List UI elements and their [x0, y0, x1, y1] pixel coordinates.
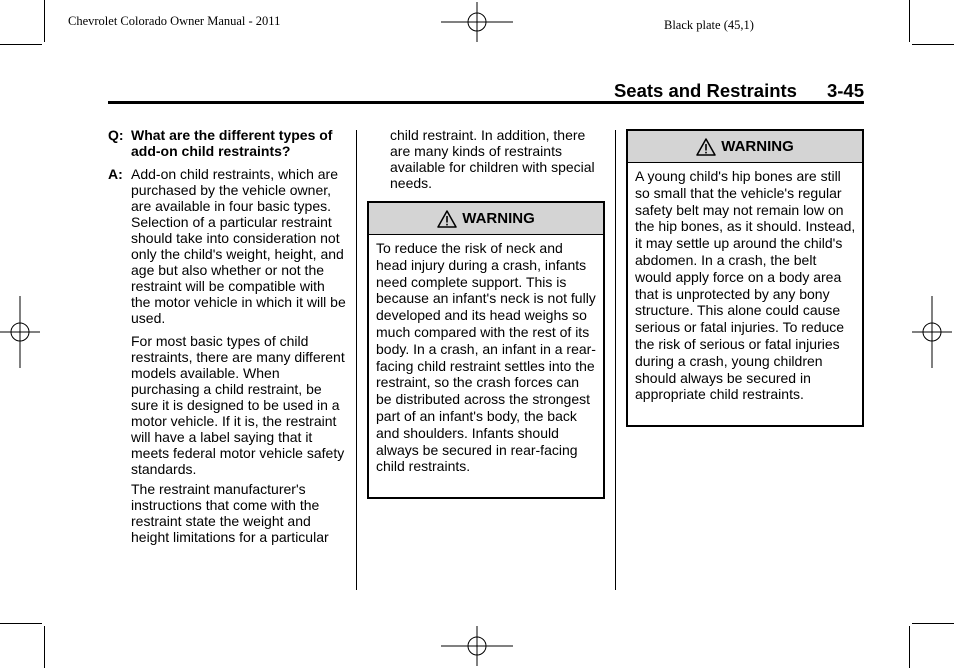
crop-mark-top-left-vertical [44, 0, 45, 42]
question-label: Q: [108, 127, 124, 143]
section-title: Seats and Restraints [613, 80, 797, 101]
crop-mark-top-right-vertical [909, 0, 910, 42]
crop-mark-bottom-right-vertical [909, 626, 910, 668]
column-1 [108, 127, 348, 549]
warning-header [369, 203, 603, 235]
warning-body: To reduce the risk of neck and head injury during a crash, infants need complete support. This is because an infant's neck is not fully developed and its head weighs so much compared with the rest of its body. In a crash, an infant in a rear-facing child restraint settles into the restraint, so the crash forces can be distributed across the strongest part of an infant's body, the back and shoulders. Infants should always be secured in rear-facing child restraints. [376, 240, 596, 475]
paragraph-3: The restraint manufacturer's instructions that come with the restraint state the weight and height limitations for a particular [131, 481, 329, 545]
column-separator-2 [615, 130, 616, 590]
crop-mark-bottom-right-horizontal [912, 623, 954, 624]
crop-mark-top-left-horizontal [0, 44, 42, 45]
crop-mark-bottom-left-horizontal [0, 623, 42, 624]
question-text: What are the different types of add-on child restraints? [131, 127, 333, 159]
registration-mark-bottom-icon [441, 626, 513, 666]
paragraph-2: For most basic types of child restraints, there are many different models available. When purchasing a child restraint, be sure it is designed to be used in a motor vehicle. If it is, the restraint will have a label saying that it meets federal motor vehicle safety standards. [131, 333, 345, 477]
warning-heading: WARNING [721, 138, 794, 155]
warning-body: A young child's hip bones are still so small that the vehicle's regular safety belt may not remain low on the hip bones, as it should. Instead, it may settle up around the child's abdomen. In a crash, the belt would apply force on a body area that is unprotected by any bony structure. This alone could cause serious or fatal injuries. To reduce the risk of serious or fatal injuries during a crash, young children should always be secured in appropriate child restraints. [635, 168, 856, 403]
crop-mark-top-right-horizontal [912, 44, 954, 45]
registration-mark-right-icon [912, 296, 952, 368]
header-rule [108, 101, 864, 104]
manual-title: Chevrolet Colorado Owner Manual - 2011 [68, 14, 281, 28]
warning-header [628, 131, 862, 163]
page-number: 3-45 [826, 80, 864, 101]
plate-label: Black plate (45,1) [664, 18, 754, 32]
question-block [108, 127, 348, 159]
registration-mark-left-icon [0, 296, 40, 368]
answer-block [108, 166, 348, 326]
section-header [614, 80, 864, 102]
crop-mark-bottom-left-vertical [44, 626, 45, 668]
answer-label: A: [108, 166, 123, 182]
column-2-continued-text: child restraint. In addition, there are many kinds of restraints available for children with special needs. [390, 127, 595, 191]
warning-heading: WARNING [462, 210, 535, 227]
answer-text: Add-on child restraints, which are purchased by the vehicle owner, are available in four basic types. Selection of a particular restraint should take into consideration not only the child's weight, height, and age but also whether or not the restraint will be compatible with the motor vehicle in which it will be used. [131, 166, 346, 326]
warning-triangle-icon [437, 210, 457, 228]
warning-box-infants [367, 201, 605, 499]
column-separator-1 [356, 130, 357, 590]
warning-box-young-children [626, 129, 864, 427]
registration-mark-top-icon [441, 2, 513, 42]
warning-triangle-icon [696, 138, 716, 156]
